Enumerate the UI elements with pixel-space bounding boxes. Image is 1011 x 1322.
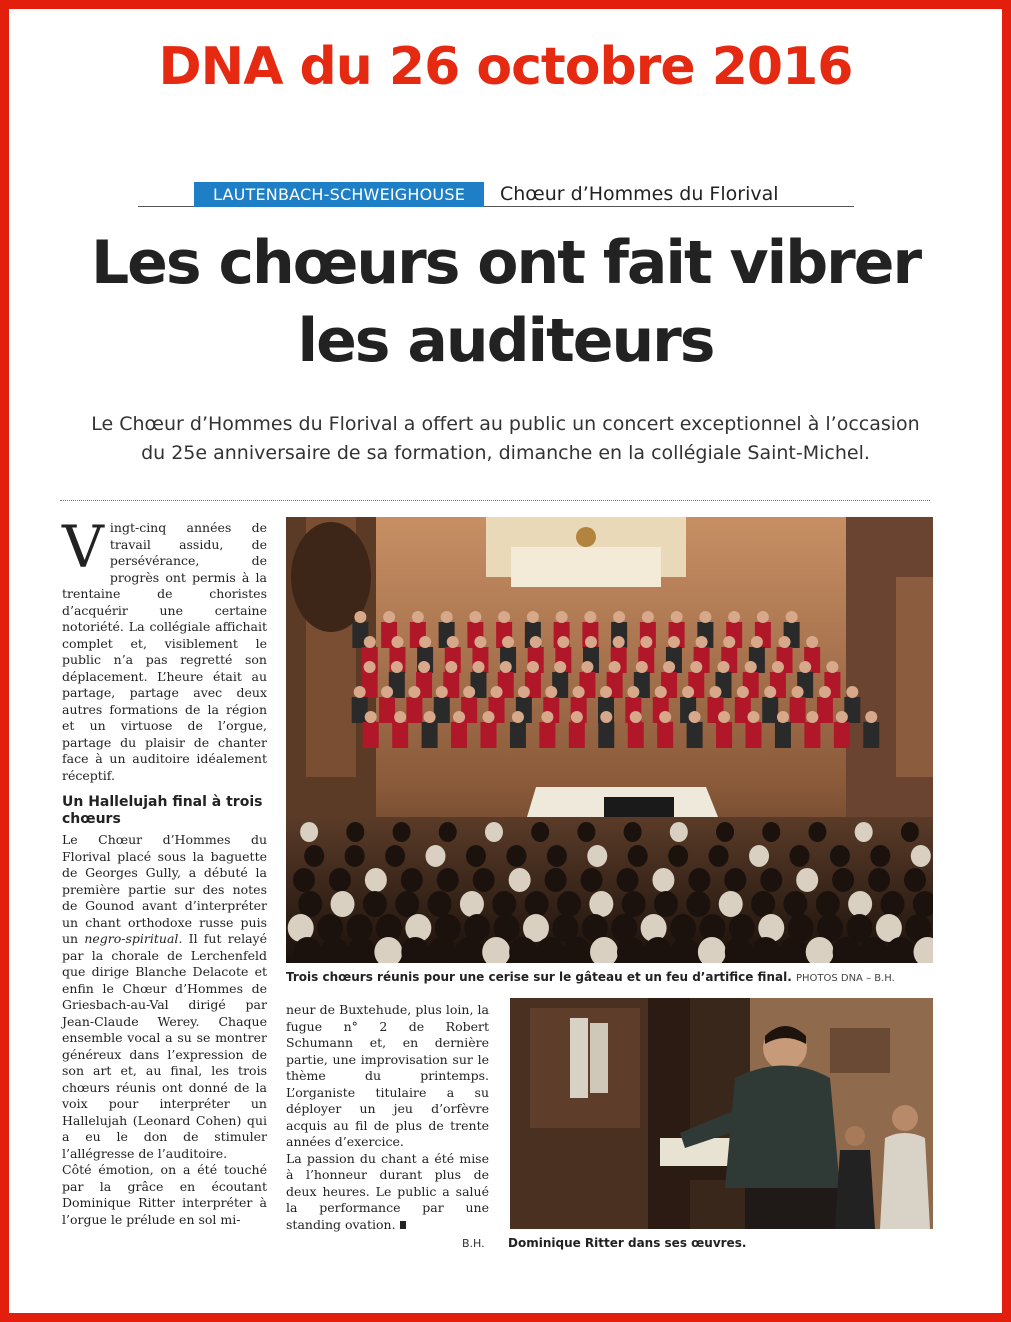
paragraph-1 [62,513,267,784]
photo-1-caption [286,970,946,984]
article-column-2 [286,1002,489,1233]
choir-concert-photo [286,517,933,963]
headline-line-1: Les chœurs ont fait vibrer [90,228,921,298]
photo-1-caption-text: Trois chœurs réunis pour une cerise sur le gâteau et un feu d’artifice final. [286,970,792,984]
paragraph-4: neur de Buxtehude, plus loin, la fugue n° 2 de Robert Schumann et, en dernière partie, une improvisation sur le thème du printemps. L’organiste titulaire a su déployer un jeu d’orfèvre acquis au fil de plus de trente années d’exercice. [286,1002,489,1149]
paragraph-2-text-a: Le Chœur d’Hommes du Florival placé sous la baguette de Georges Gully, a débuté la première partie sur des notes de Gounod avant d’interpréter un chant orthodoxe russe puis un [62,832,267,946]
paragraph-2-text-b: . Il fut relayé par la chorale de Lerchenfeld que dirige Blanche Delacote et enfin le Chœur d’Hommes de Griesbach-au-Val dirigé par Jean-Claude Werey. Chaque ensemble vocal a su se montrer généreux dans l’expression de son art et, au final, les trois chœurs réunis ont donné de la voix pour interpréter un Hallelujah (Leonard Cohen) qui a eu le don de stimuler l’allégresse de l’auditoire. [62,931,268,1161]
photo-2-caption: Dominique Ritter dans ses œuvres. [508,1236,747,1250]
paragraph-1-text: ingt-cinq années de travail assidu, de persévérance, de progrès ont permis à la trentaine de choristes d’acquérir une certaine notoriété. La collégiale affichait complet et, visiblement le public n’a pas regretté son déplacement. L’heure était au partage, partage avec deux autres formations de la région et un virtuose de l’orgue, partage du plaisir de chanter face à un auditoire idéalement réceptif. [62,520,267,783]
article-headline [40,224,971,380]
photo-credit: PHOTOS DNA – B.H. [795,973,895,984]
dotted-separator [60,500,930,501]
headline-line-2: les auditeurs [297,306,714,376]
paragraph-3: Côté émotion, on a été touché par la grâce en écoutant Dominique Ritter interpréter à l’orgue le prélude en sol mi- [62,1162,267,1227]
end-mark-icon [400,1221,406,1229]
article-signature: B.H. [462,1237,485,1250]
dropcap: V [62,513,104,581]
rubric-location: LAUTENBACH-SCHWEIGHOUSE [194,182,484,207]
paragraph-5-text: La passion du chant a été mise à l’honneur durant plus de deux heures. Le public a salué la performance par une standing ovation. [286,1150,489,1232]
organist-photo [510,998,933,1229]
article-subhead: Un Hallelujah final à trois chœurs [62,794,263,827]
paragraph-5 [286,1151,489,1234]
article-column-1 [62,513,268,1228]
rubric-subject: Chœur d’Hommes du Florival [500,183,779,205]
banner-title: DNA du 26 octobre 2016 [158,37,853,97]
article-lead: Le Chœur d’Hommes du Florival a offert au public un concert exceptionnel à l’occasion du 25e anniversaire de sa formation, dimanche en la collégiale Saint-Michel. [91,413,920,464]
paragraph-2 [62,832,267,1162]
paragraph-2-italic: negro-spiritual [84,931,179,946]
